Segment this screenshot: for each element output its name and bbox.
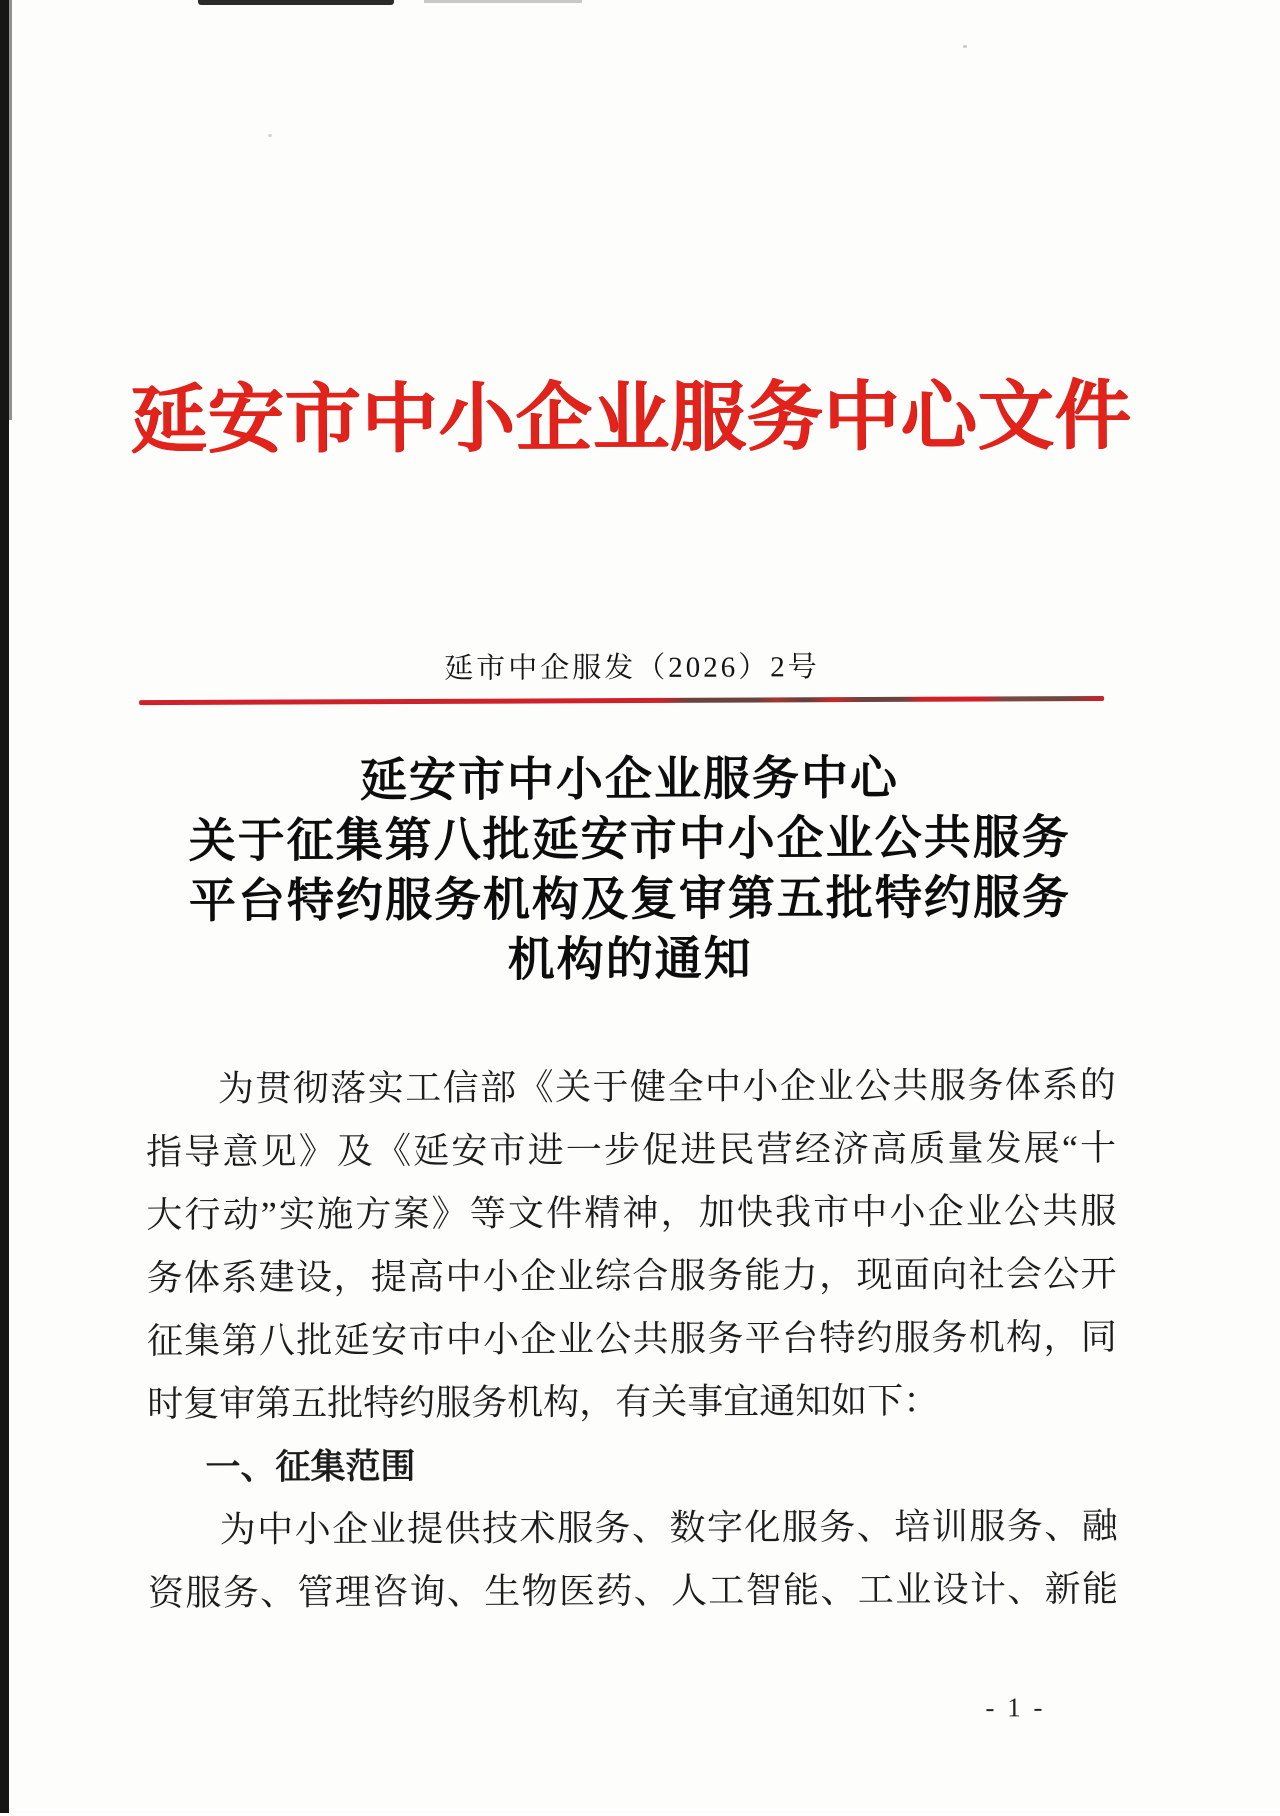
document-title-line: 关于征集第八批延安市中小企业公共服务 — [188, 812, 1071, 868]
page-number: - 1 - — [985, 1692, 1046, 1723]
body-line: 指导意见》及《延安市进一步促进民营经济高质量发展“十 — [145, 1127, 1117, 1173]
document-title — [144, 748, 1115, 992]
body-line: 为中小企业提供技术服务、数字化服务、培训服务、融 — [219, 1505, 1118, 1550]
document-title-line: 平台特约服务机构及复审第五批特约服务 — [188, 872, 1072, 928]
body-line: 时复审第五批特约服务机构，有关事宜通知如下： — [147, 1380, 940, 1425]
body-line: 务体系建设，提高中小企业综合服务能力，现面向社会公开 — [146, 1253, 1117, 1299]
document-title-line: 延安市中小企业服务中心 — [359, 752, 900, 808]
document-body — [146, 1054, 1118, 1625]
document-letterhead-title: 延安市中小企业服务中心文件 — [130, 374, 1132, 464]
body-line: 为贯彻落实工信部《关于健全中小企业公共服务体系的 — [217, 1064, 1116, 1109]
body-line: 征集第八批延安市中小企业公共服务平台特约服务机构，同 — [146, 1316, 1117, 1362]
section-heading: 一、征集范围 — [205, 1446, 416, 1487]
body-line: 资服务、管理咨询、生物医药、人工智能、工业设计、新能 — [147, 1568, 1119, 1614]
document-title-line: 机构的通知 — [507, 933, 753, 987]
red-divider-rule — [139, 696, 1104, 705]
body-line: 大行动”实施方案》等文件精神，加快我市中小企业公共服 — [146, 1190, 1117, 1236]
document-reference-number: 延市中企服发（2026）2号 — [444, 651, 820, 685]
